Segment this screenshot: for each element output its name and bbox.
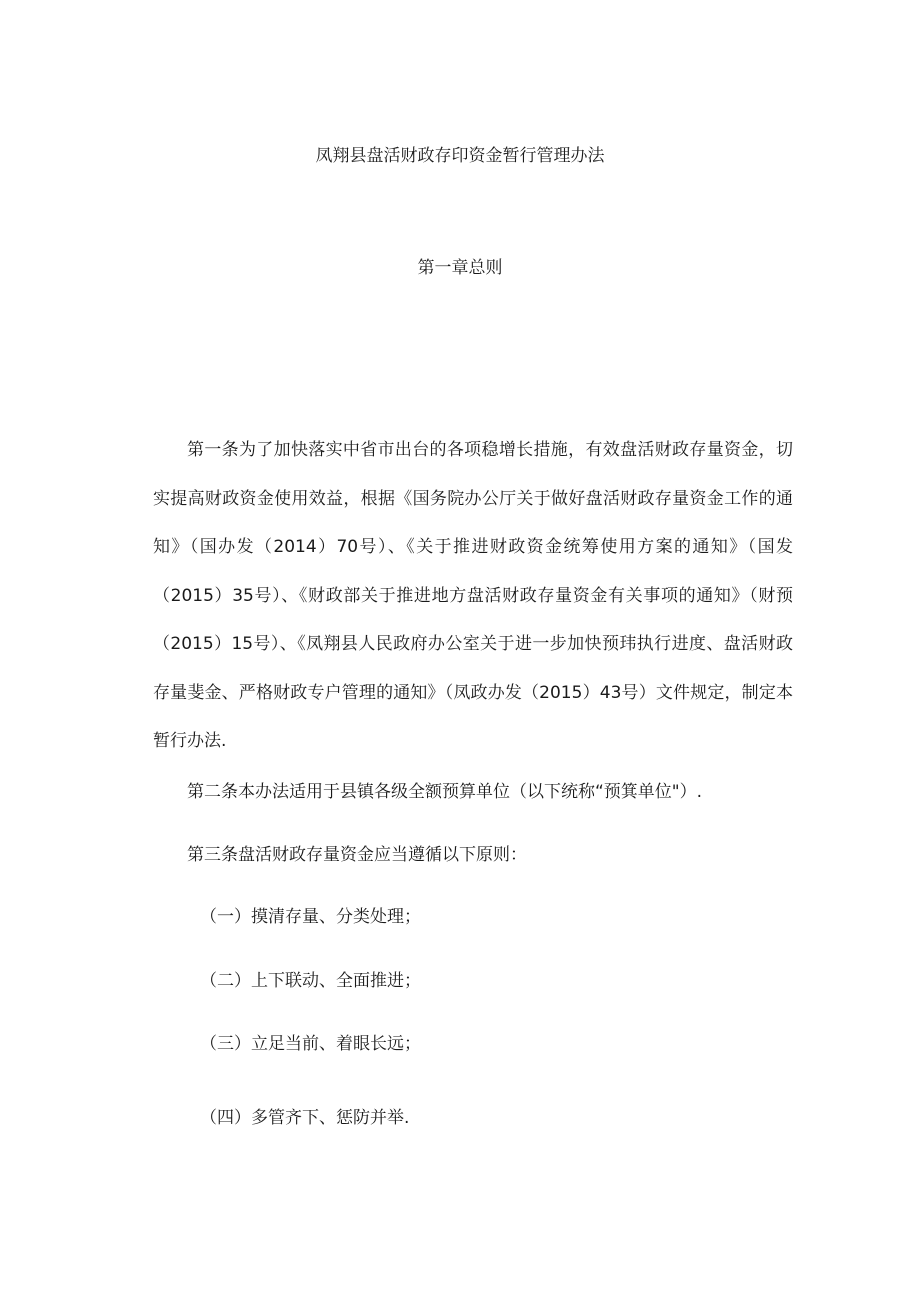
article-3: 第三条盘活财政存量资金应当遵循以下原则： <box>187 845 527 865</box>
article-2: 第二条本办法适用于县镇各级全额预算单位（以下统称“预箕单位"）. <box>187 782 703 802</box>
principle-item: （三）立足当前、着眼长远； <box>200 1034 421 1054</box>
principle-item: （一）摸清存量、分类处理； <box>200 907 421 927</box>
chapter-title: 第一章总则 <box>417 258 503 278</box>
principle-item: （二）上下联动、全面推进； <box>200 971 421 991</box>
principle-item: （四）多管齐下、惩防并举. <box>200 1108 410 1128</box>
document-title: 凤翔县盘活财政存印资金暂行管理办法 <box>315 146 605 166</box>
article-1: 第一条为了加快落实中省市出台的各项稳增长措施，有效盘活财政存量资金，切实提高财政资金使用效益，根据《国务院办公厅关于做好盘活财政存量资金工作的通知》（国办发（2014）70号）、《关于推进财政资金统筹使用方案的通知》（国发（2015）35号）、《财政部关于推进地方盘活财政存量资金有关事项的通知》（财预（2015）15号）、《凤翔县人民政府办公室关于进一步加快预玮执行进度、盘活财政存量斐金、严格财政专户管理的通知》（凤政办发（2015）43号）文件规定，制定本暂行办法. <box>153 440 793 751</box>
